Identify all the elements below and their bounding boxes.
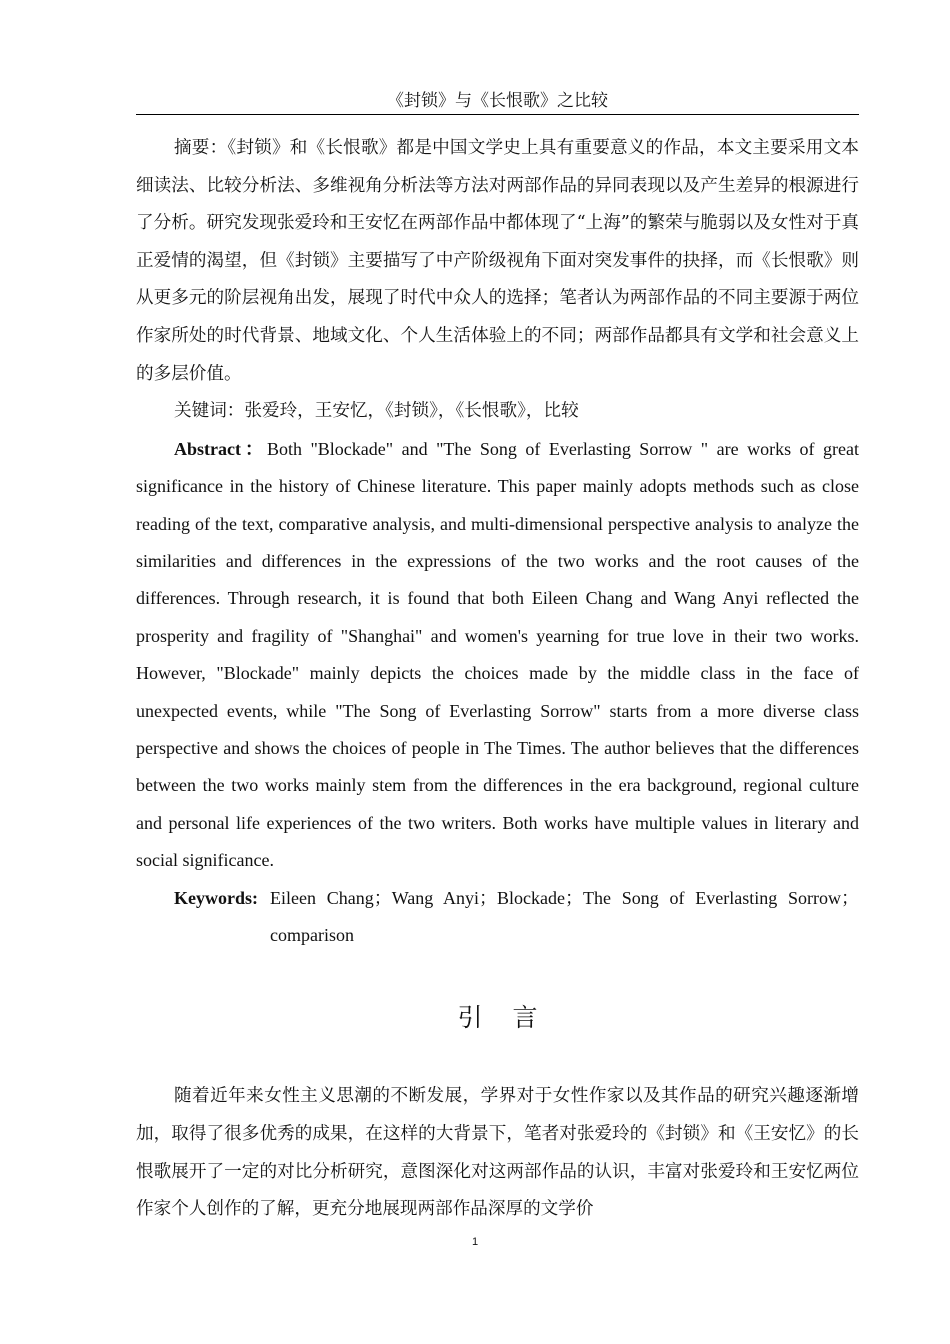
keywords-en	[136, 880, 859, 955]
running-header: 《封锁》与《长恨歌》之比较	[136, 88, 859, 115]
section-title: 引言	[457, 1003, 568, 1033]
abstract-cn-label: 摘要：	[174, 138, 228, 158]
abstract-cn-text: 《封锁》和《长恨歌》都是中国文学史上具有重要意义的作品，本文主要采用文本细读法、比较分析法、多维视角分析法等方法对两部作品的异同表现以及产生差异的根源进行了分析。研究发现张爱玲和王安忆在两部作品中都体现了“上海”的繁荣与脆弱以及女性对于真正爱情的渴望，但《封锁》主要描写了中产阶级视角下面对突发事件的抉择，而《长恨歌》则从更多元的阶层视角出发，展现了时代中众人的选择；笔者认为两部作品的不同主要源于两位作家所处的时代背景、地域文化、个人生活体验上的不同；两部作品都具有文学和社会意义上的多层价值。	[136, 138, 859, 384]
abstract-en	[136, 431, 859, 880]
keywords-en-label: Keywords:	[174, 887, 258, 908]
abstract-cn	[136, 130, 859, 393]
keywords-cn-text: 张爱玲，王安忆，《封锁》，《长恨歌》，比较	[244, 401, 579, 422]
keywords-en-text: Eileen Chang；Wang Anyi；Blockade；The Song of Everlasting Sorrow；comparison	[270, 887, 859, 946]
intro-paragraph: 随着近年来女性主义思潮的不断发展，学界对于女性作家以及其作品的研究兴趣逐渐增加，取得了很多优秀的成果，在这样的大背景下，笔者对张爱玲的《封锁》和《王安忆》的长恨歌展开了一定的对比分析研究，意图深化对这两部作品的认识，丰富对张爱玲和王安忆两位作家个人创作的了解，更充分地展现两部作品深厚的文学价	[136, 1086, 859, 1220]
content	[136, 130, 859, 1229]
abstract-en-text: Both "Blockade" and "The Song of Everlasting Sorrow " are works of great significance in the history of Chinese literature. This paper mainly adopts methods such as close reading of the text, comparative analysis, and multi-dimensional perspective analysis to analyze the similarities and differences in the expressions of the two works and the root causes of the differences. Through research, it is found that both Eileen Chang and Wang Anyi reflected the prosperity and fragility of "Shanghai" and women's yearning for true love in their two works. However, "Blockade" mainly depicts the choices made by the middle class in the face of unexpected events, while "The Song of Everlasting Sorrow" starts from a more diverse class perspective and shows the choices of people in The Times. The author believes that the differences between the two works mainly stem from the differences in the era background, regional culture and personal life experiences of the two writers. Both works have multiple values in literary and social significance.	[136, 438, 860, 871]
keywords-cn-label: 关键词：	[174, 401, 245, 422]
abstract-en-label: Abstract：	[174, 438, 267, 459]
page-number: 1	[471, 1236, 479, 1248]
keywords-cn	[136, 393, 859, 431]
